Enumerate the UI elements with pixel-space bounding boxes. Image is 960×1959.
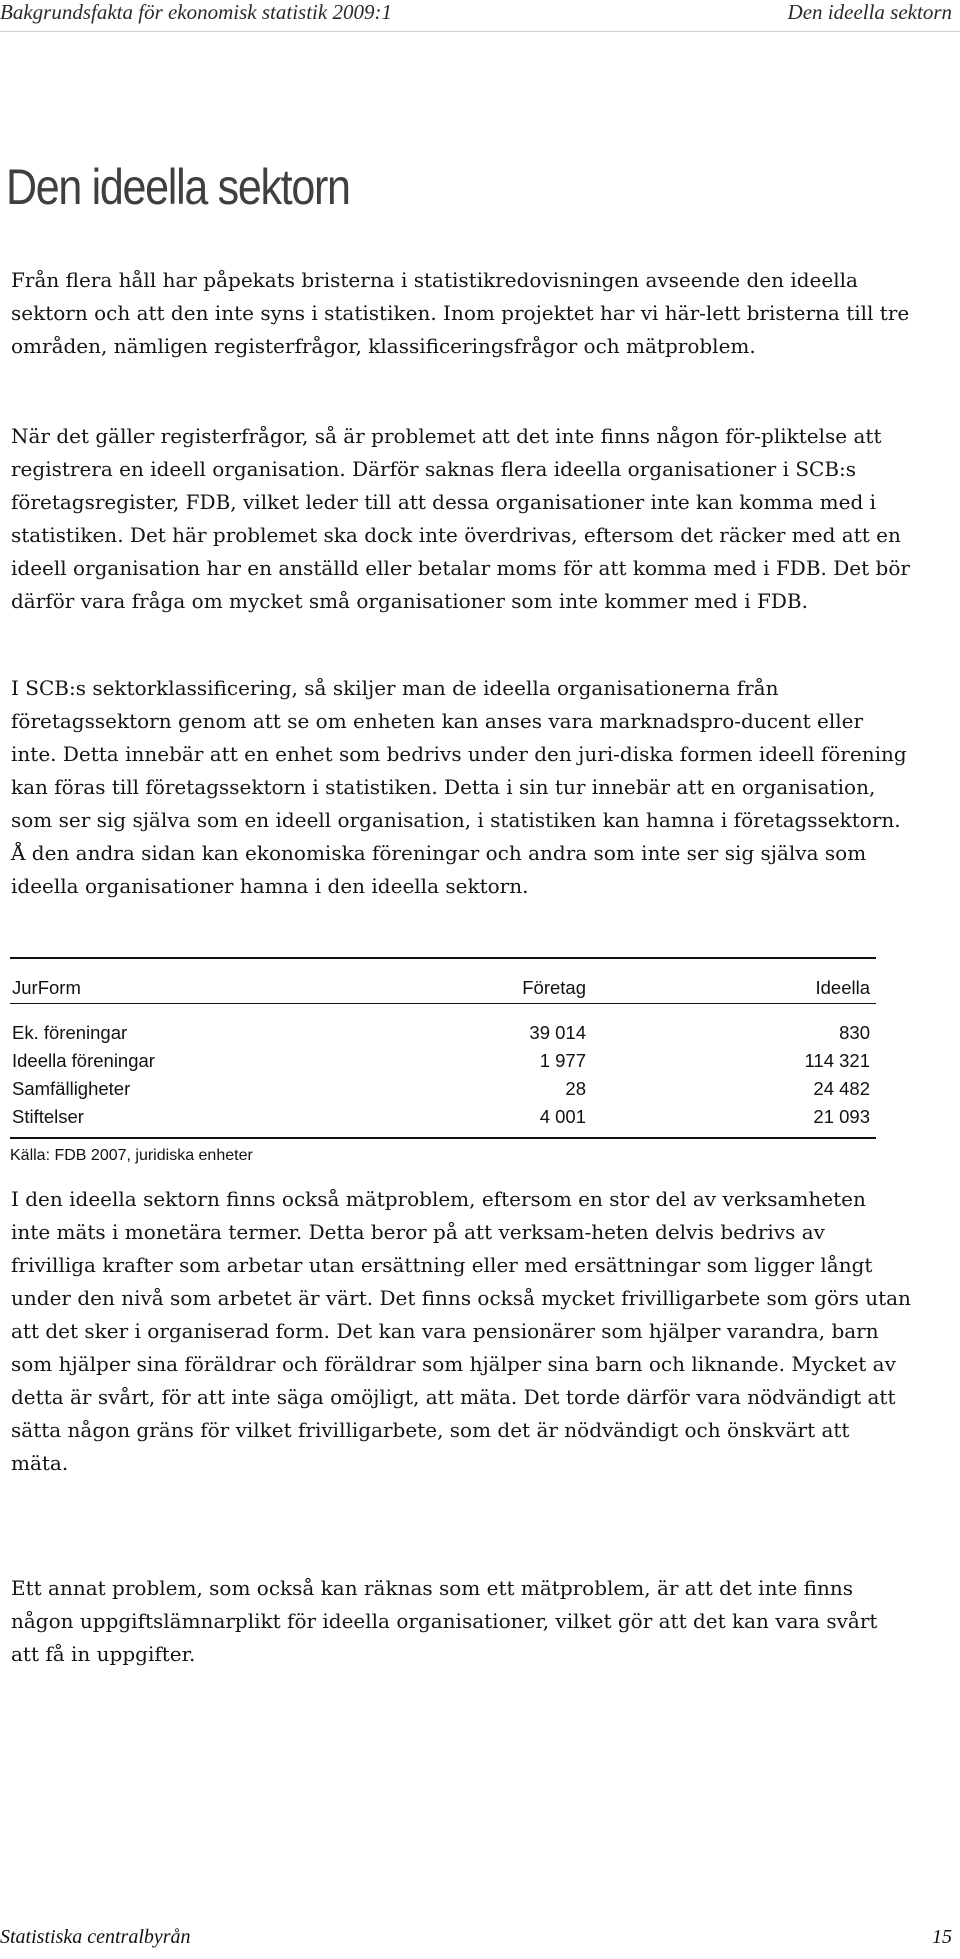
footer-publisher: Statistiska centralbyrån (0, 1926, 191, 1948)
table-bottom-rule (10, 1137, 876, 1139)
table-header-rule (10, 1003, 876, 1004)
running-header (0, 0, 960, 30)
paragraph-reporting (11, 1572, 911, 1671)
table-cell-jurform: Ideella föreningar (12, 1050, 155, 1071)
paragraph-text: Ett annat problem, som också kan räknas som ett mätproblem, är att det inte finns någon uppgiftslämnarplikt för ideella organisationer, vilket gör att det kan vara svårt att få in uppgifter. (11, 1576, 878, 1666)
header-chapter-title: Den ideella sektorn (787, 0, 952, 24)
paragraph-text: I den ideella sektorn finns också mätproblem, eftersom en stor del av verksamheten inte mäts i monetära termer. Detta beror på att verksam-heten delvis bedrivs av frivilliga krafter som arbetar utan ersättning eller med ersättningar som ligger långt under den nivå som arbetet är värt. Det finns också mycket frivilligarbete som görs utan att det sker i organiserad form. Det kan vara pensionärer som hjälper varandra, barn som hjälper sina föräldrar och föräldrar som hjälper sina barn och liknande. Mycket av detta är svårt, för att inte säga omöjligt, att mäta. Det torde därför vara nödvändigt att sätta någon gräns för vilket frivilligarbete, som det är nödvändigt och önskvärt att mäta. (11, 1187, 911, 1475)
table-cell-jurform: Stiftelser (12, 1106, 84, 1127)
paragraph-text: Från flera håll har påpekats bristerna i statistikredovisningen avseende den ideella sektorn och att den inte syns i statistiken. Inom projektet har vi här-lett bristerna till tre områden, nämligen registerfrågor, klassificeringsfrågor och mätproblem. (11, 268, 910, 358)
running-footer (0, 1926, 960, 1956)
table-cell-ideella: 830 (839, 1022, 870, 1043)
header-publication-title: Bakgrundsfakta för ekonomisk statistik 2009:1 (0, 0, 392, 24)
header-divider (0, 31, 960, 32)
paragraph-text: När det gäller registerfrågor, så är problemet att det inte finns någon för-pliktelse att registrera en ideell organisation. Därför saknas flera ideella organisationer i SCB:s företagsregister, FDB, vilket leder till att dessa organisationer inte kan komma med i statistiken. Det här problemet ska dock inte överdrivas, eftersom det räcker med att en ideell organisation har en anställd eller betalar moms för att komma med i FDB. Det bör därför vara fråga om mycket små organisationer som inte kommer med i FDB. (11, 424, 910, 613)
paragraph-text: I SCB:s sektorklassificering, så skiljer man de ideella organisationerna från företagssektorn genom att se om enheten kan anses vara marknadspro-ducent eller inte. Detta innebär att en enhet som bedrivs under den juri-diska formen ideell förening kan föras till företagssektorn i statistiken. Detta i sin tur innebär att en organisation, som ser sig själva som en ideell organisation, i statistiken kan hamna i företagssektorn. Å den andra sidan kan ekonomiska föreningar och andra som inte ser sig själva som ideella organisationer hamna i den ideella sektorn. (11, 676, 907, 898)
table-top-rule (10, 957, 876, 959)
paragraph-measurement (11, 1183, 911, 1480)
paragraph-classification (11, 672, 911, 903)
table-header-ideella: Ideella (815, 977, 870, 998)
table-source-note: Källa: FDB 2007, juridiska enheter (10, 1147, 253, 1164)
table-cell-foretag: 28 (565, 1078, 586, 1099)
table-header-jurform: JurForm (12, 977, 81, 998)
table-cell-jurform: Ek. föreningar (12, 1022, 128, 1043)
table-cell-jurform: Samfälligheter (12, 1078, 131, 1099)
table-cell-ideella: 114 321 (804, 1050, 870, 1071)
table-cell-foretag: 1 977 (539, 1050, 586, 1071)
table-cell-foretag: 4 001 (539, 1106, 586, 1127)
paragraph-intro (11, 264, 911, 363)
table-header-foretag: Företag (522, 977, 586, 998)
table-cell-ideella: 24 482 (813, 1078, 870, 1099)
table-cell-foretag: 39 014 (529, 1022, 586, 1043)
table-cell-ideella: 21 093 (813, 1106, 870, 1127)
page-number: 15 (932, 1926, 952, 1948)
page-title: Den ideella sektorn (6, 159, 350, 215)
paragraph-register (11, 420, 911, 618)
